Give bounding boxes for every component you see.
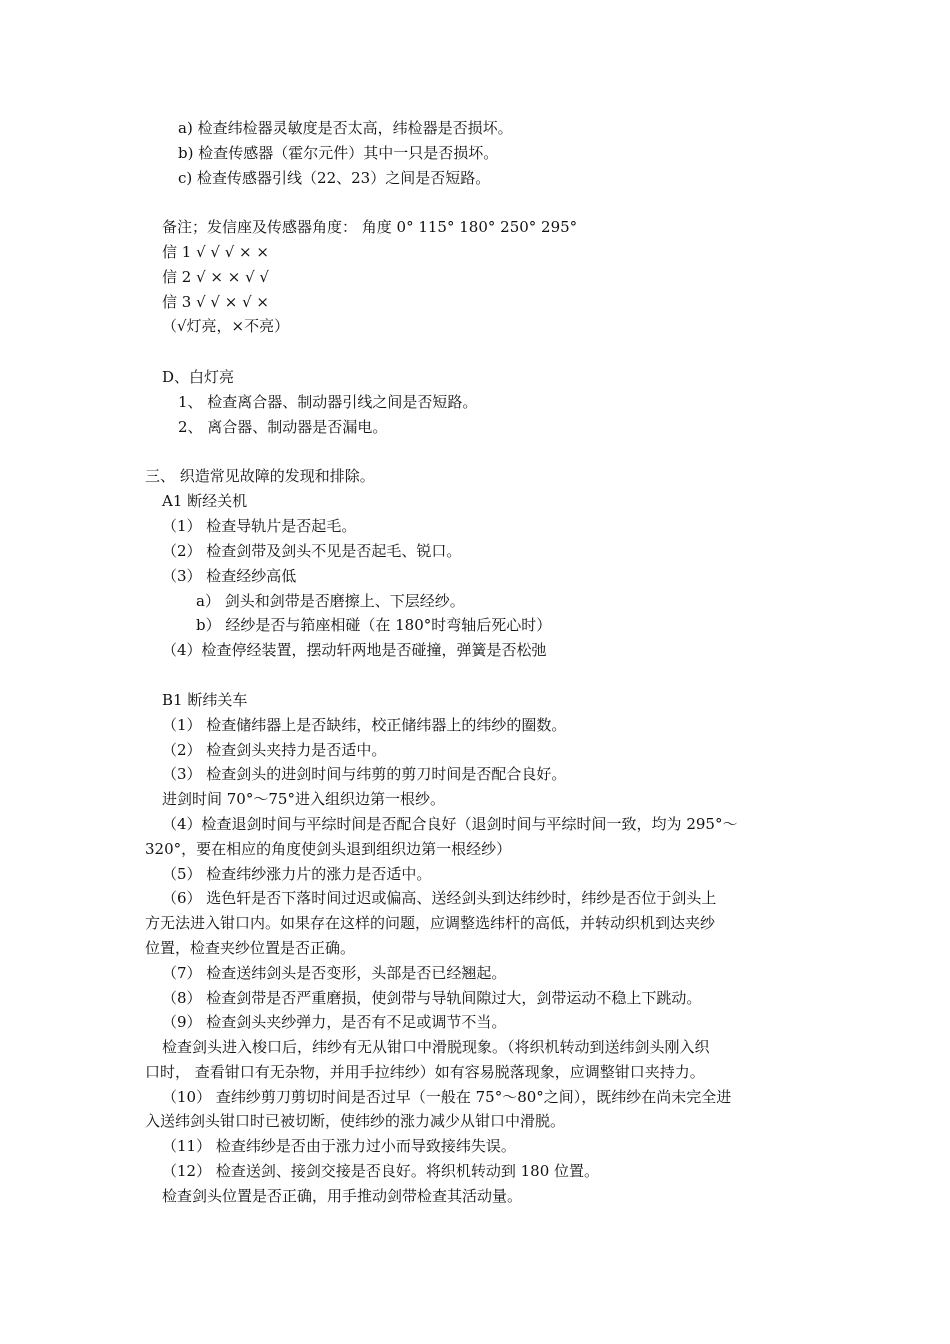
b1-item-1: （1） 检查储纬器上是否缺纬，校正储纬器上的纬纱的圈数。 [162, 716, 567, 734]
b1-paragraph-line-1: 检查剑头进入梭口后，纬纱有无从钳口中滑脱现象。（将织机转动到送纬剑头刚入织 [162, 1038, 710, 1056]
b1-item-3-note: 进剑时间 70°～75°进入组织边第一根纱。 [162, 790, 445, 808]
note-signal-row-1: 信 1 √ √ √ × × [162, 243, 269, 261]
b1-item-4-line-1: （4）检查退剑时间与平综时间是否配合良好（退剑时间与平综时间一致，均为 295°～ [162, 815, 738, 833]
b1-item-8: （8） 检查剑带是否严重磨损，使剑带与导轨间隙过大，剑带运动不稳上下跳动。 [162, 989, 702, 1007]
note-heading: 备注；发信座及传感器角度： 角度 0° 115° 180° 250° 295° [162, 218, 578, 236]
a1-item-3b: b） 经纱是否与筘座相碰（在 180°时弯轴后死心时） [196, 616, 552, 634]
b1-item-6-line-1: （6） 选色轩是否下落时间过迟或偏高、送经剑头到达纬纱时，纬纱是否位于剑头上 [162, 889, 717, 907]
b1-title: B1 断纬关车 [162, 691, 248, 709]
b1-item-10-line-1: （10） 查纬纱剪刀剪切时间是否过早（一般在 75°～80°之间），既纬纱在尚未完全进 [162, 1088, 732, 1106]
b1-item-2: （2） 检查剑头夹持力是否适中。 [162, 741, 387, 759]
b1-paragraph-line-2: 口时， 查看钳口有无杂物，并用手拉纬纱）如有容易脱落现象，应调整钳口夹持力。 [145, 1063, 705, 1081]
a1-item-4: （4）检查停经装置，摆动轩两地是否碰撞，弹簧是否松弛 [162, 641, 547, 659]
a1-item-2: （2） 检查剑带及剑头不见是否起毛、锐口。 [162, 542, 462, 560]
b1-item-5: （5） 检查纬纱涨力片的涨力是否适中。 [162, 865, 432, 883]
check-item-b: b) 检查传感器（霍尔元件）其中一只是否损坏。 [178, 144, 499, 162]
a1-title: A1 断经关机 [162, 492, 248, 510]
b1-item-3: （3） 检查剑头的进剑时间与纬剪的剪刀时间是否配合良好。 [162, 765, 567, 783]
check-item-c: c) 检查传感器引线（22、23）之间是否短路。 [178, 169, 491, 187]
b1-item-7: （7） 检查送纬剑头是否变形，头部是否已经翘起。 [162, 964, 507, 982]
b1-item-12: （12） 检查送剑、接剑交接是否良好。将织机转动到 180 位置。 [162, 1162, 600, 1180]
a1-item-1: （1） 检查导轨片是否起毛。 [162, 517, 357, 535]
a1-item-3a: a） 剑头和剑带是否磨擦上、下层经纱。 [196, 592, 465, 610]
b1-final-line: 检查剑头位置是否正确，用手推动剑带检查其活动量。 [162, 1187, 523, 1205]
note-legend: （√灯亮，×不亮） [162, 317, 290, 335]
b1-item-10-line-2: 入送纬剑头钳口时已被切断，使纬纱的涨力减少从钳口中滑脱。 [145, 1112, 566, 1130]
b1-item-6-line-3: 位置，检查夹纱位置是否正确。 [145, 939, 356, 957]
check-item-a: a) 检查纬检器灵敏度是否太高，纬检器是否损坏。 [178, 119, 513, 137]
section-3-title: 三、 织造常见故障的发现和排除。 [145, 467, 375, 485]
section-d-item-1: 1、 检查离合器、制动器引线之间是否短路。 [178, 393, 478, 411]
b1-item-4-line-2: 320°，要在相应的角度使剑头退到组织边第一根经纱） [145, 840, 512, 858]
section-d-title: D、白灯亮 [162, 368, 235, 386]
b1-item-9: （9） 检查剑头夹纱弹力，是否有不足或调节不当。 [162, 1013, 507, 1031]
note-signal-row-2: 信 2 √ × × √ √ [162, 268, 269, 286]
section-d-item-2: 2、 离合器、制动器是否漏电。 [178, 418, 388, 436]
b1-item-6-line-2: 方无法进入钳口内。如果存在这样的问题，应调整选纬杆的高低，并转动织机到达夹纱 [145, 914, 716, 932]
a1-item-3: （3） 检查经纱高低 [162, 567, 297, 585]
b1-item-11: （11） 检查纬纱是否由于涨力过小而导致接纬失误。 [162, 1137, 516, 1155]
note-signal-row-3: 信 3 √ √ × √ × [162, 293, 269, 311]
